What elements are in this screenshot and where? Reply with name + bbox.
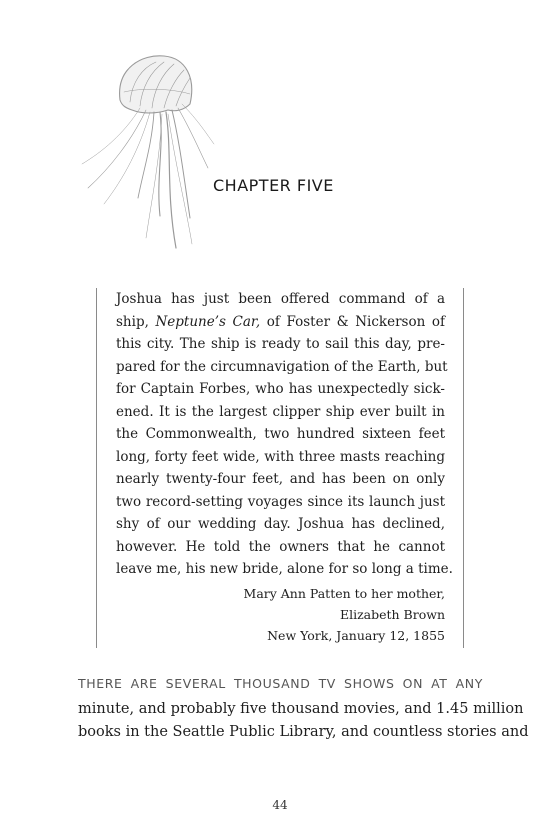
- attribution-author: Mary Ann Patten to her mother,: [243, 585, 445, 601]
- body-line: books in the Seattle Public Library, and countless stories and: [78, 724, 529, 740]
- epigraph-line: leave me, his new bride, alone for so long a time.: [116, 561, 453, 577]
- epigraph-line-start: ship,: [116, 313, 156, 330]
- epigraph-line: [116, 311, 445, 334]
- epigraph: [96, 288, 464, 648]
- body-line: minute, and probably five thousand movies, and 1.45 million: [78, 701, 524, 717]
- epigraph-line: pared for the circumnavigation of the Earth, but: [116, 358, 448, 375]
- epigraph-line: however. He told the owners that he cannot: [116, 538, 445, 555]
- epigraph-line: Joshua has just been offered command of a: [116, 291, 445, 307]
- attribution-place-date: New York, January 12, 1855: [267, 627, 445, 643]
- epigraph-line: two record-setting voyages since its launch just: [116, 493, 445, 510]
- epigraph-attribution: [116, 583, 445, 646]
- epigraph-line: the Commonwealth, two hundred sixteen feet: [116, 426, 445, 442]
- epigraph-line-rest: of Foster & Nickerson of: [260, 313, 445, 330]
- epigraph-line: ened. It is the largest clipper ship ever built in: [116, 403, 445, 420]
- attribution-recipient: Elizabeth Brown: [339, 606, 445, 622]
- page-number: 44: [272, 798, 288, 812]
- chapter-title: CHAPTER FIVE: [213, 176, 334, 195]
- jellyfish-icon: [80, 48, 220, 253]
- epigraph-line: this city. The ship is ready to sail this day, pre-: [116, 336, 445, 352]
- epigraph-line: shy of our wedding day. Joshua has declined,: [116, 516, 445, 532]
- epigraph-line: for Captain Forbes, who has unexpectedly sick-: [116, 381, 445, 397]
- epigraph-text: [116, 288, 453, 581]
- body-text: [78, 698, 529, 744]
- epigraph-line: nearly twenty-four feet, and has been on only: [116, 471, 445, 487]
- ship-name: Neptune’s Car,: [155, 313, 261, 330]
- epigraph-line: long, forty feet wide, with three masts reaching: [116, 448, 445, 465]
- opening-small-caps: THERE ARE SEVERAL THOUSAND TV SHOWS ON AT ANY: [78, 676, 483, 691]
